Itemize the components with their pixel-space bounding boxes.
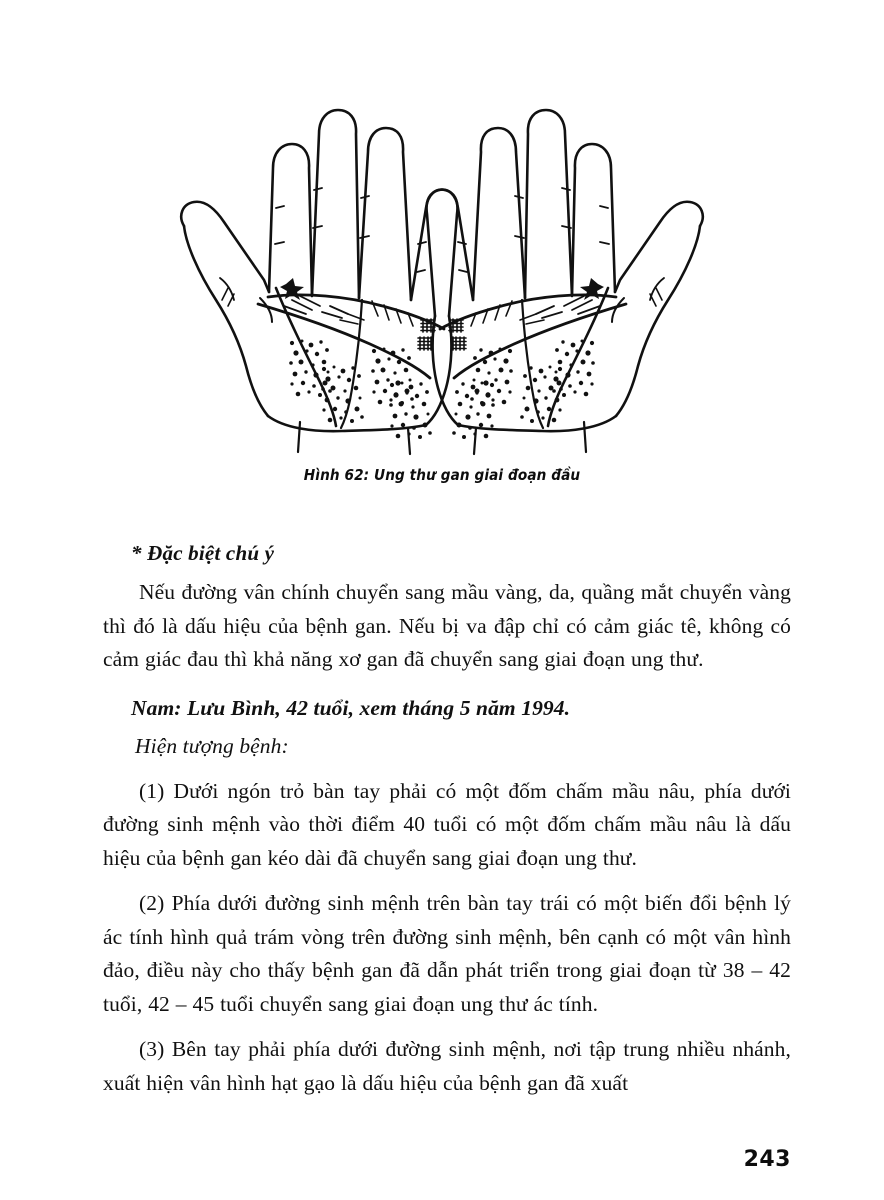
case-heading: Nam: Lưu Bình, 42 tuổi, xem tháng 5 năm 1994.	[131, 695, 571, 720]
left-hand	[181, 110, 457, 454]
case-subheading: Hiện tượng bệnh:	[135, 733, 289, 758]
hand-palm-diagram	[172, 48, 712, 458]
right-hand	[427, 110, 703, 454]
page-number: 243	[743, 1147, 791, 1172]
symptom-item-3: (3) Bên tay phải phía dưới đường sinh mệnh, nơi tập trung nhiều nhánh, xuất hiện vân hình hạt gạo là dấu hiệu của bệnh gan đã xuất	[103, 1037, 791, 1095]
figure-caption: Hình 62: Ung thư gan giai đoạn đầu	[303, 466, 581, 484]
symptom-item-1: (1) Dưới ngón trỏ bàn tay phải có một đốm chấm mầu nâu, phía dưới đường sinh mệnh vào thời điểm 40 tuổi có một đốm chấm mầu nâu là dấu hiệu của bệnh gan kéo dài đã chuyển sang giai đoạn ung thư.	[103, 778, 791, 870]
text-column	[103, 543, 791, 1100]
figure-block	[0, 48, 884, 484]
special-note-paragraph: Nếu đường vân chính chuyển sang mầu vàng, da, quầng mắt chuyển vàng thì đó là dấu hiệu của bệnh gan. Nếu bị va đập chỉ có cảm giác tê, không có cảm giác đau thì khả năng xơ gan đã chuyển sang giai đoạn ung thư.	[103, 580, 791, 671]
special-note-heading: * Đặc biệt chú ý	[131, 541, 275, 565]
symptom-item-2: (2) Phía dưới đường sinh mệnh trên bàn tay trái có một biến đổi bệnh lý ác tính hình quả trám vòng trên đường sinh mệnh, bên cạnh có một vân hình đảo, điều này cho thấy bệnh gan đã dẫn phát triển trong giai đoạn từ 38 – 42 tuổi, 42 – 45 tuổi chuyển sang giai đoạn ung thư ác tính.	[103, 891, 791, 1016]
